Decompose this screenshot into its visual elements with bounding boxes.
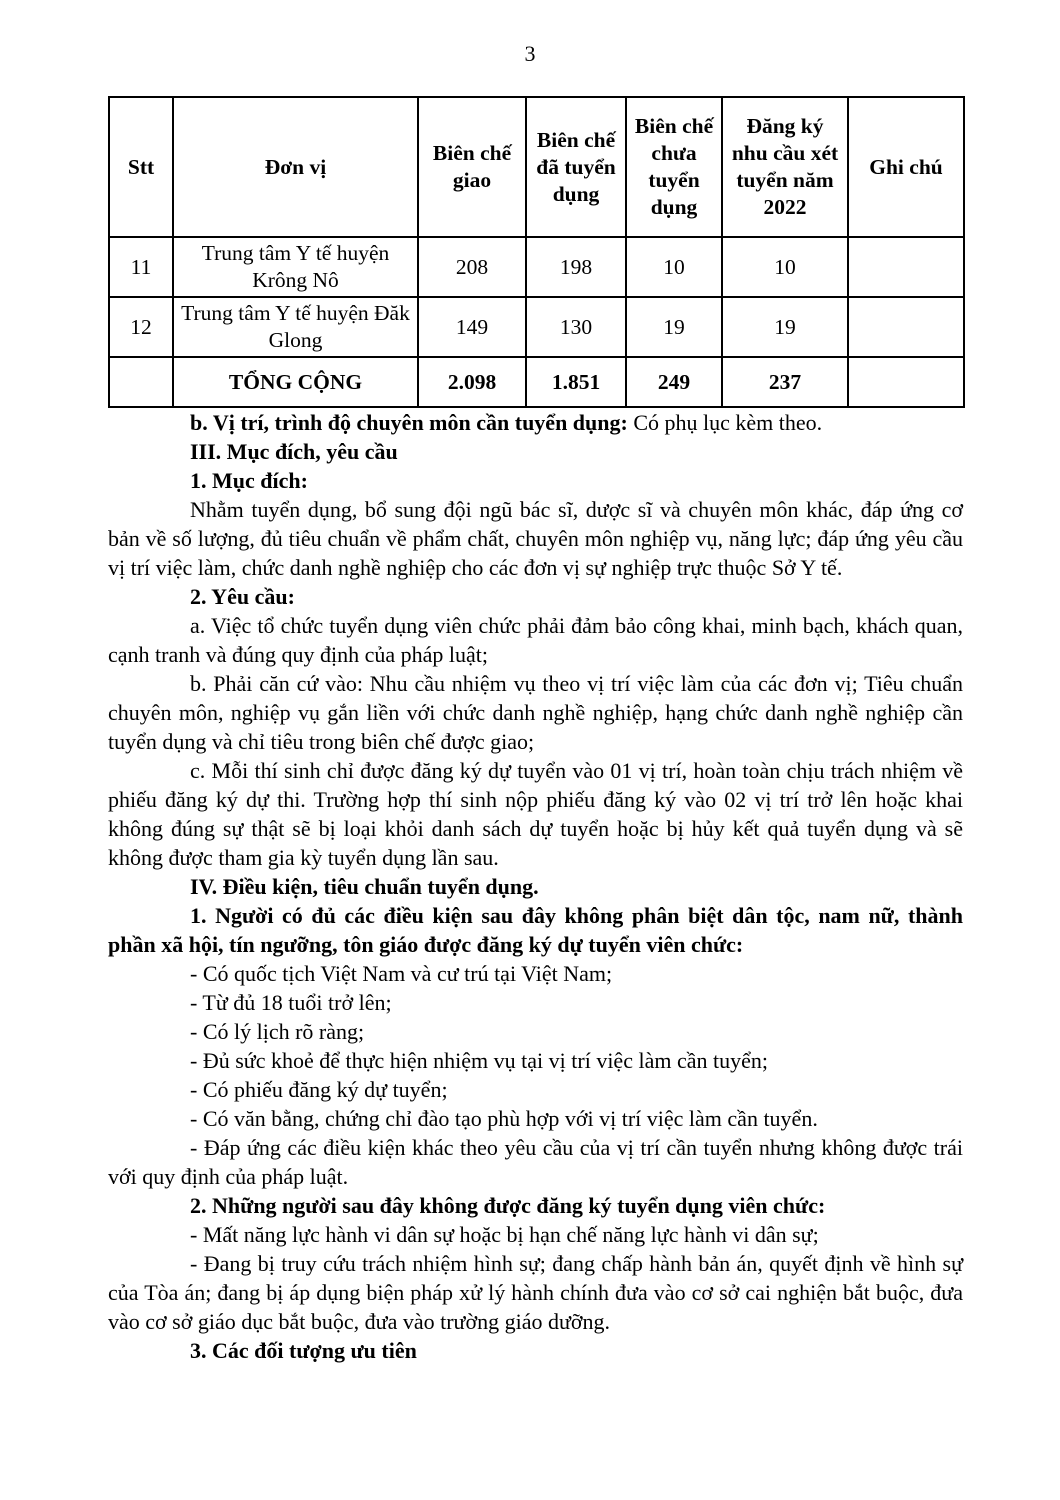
cell-total-dang-ky: 237 — [722, 357, 848, 407]
cell-stt: 12 — [109, 297, 173, 357]
list-item-ly-lich: - Có lý lịch rõ ràng; — [190, 1019, 365, 1044]
cell-stt: 11 — [109, 237, 173, 297]
table-total-row — [109, 357, 964, 407]
paragraph-yeu-cau-a: a. Việc tổ chức tuyển dụng viên chức phải đảm bảo công khai, minh bạch, khách quan, cạnh tranh và đúng quy định của pháp luật; — [108, 613, 963, 667]
cell-don-vi: Trung tâm Y tế huyện Krông Nô — [173, 237, 418, 297]
table-header-row — [109, 97, 964, 237]
col-header-bien-che-da-tuyen-dung: Biên chế đã tuyển dụng — [526, 97, 626, 237]
cell-total-ghi-chu — [848, 357, 964, 407]
list-item-phieu-dang-ky: - Có phiếu đăng ký dự tuyển; — [190, 1077, 448, 1102]
list-item-truy-cuu: - Đang bị truy cứu trách nhiệm hình sự; đang chấp hành bản án, quyết định về hình sự của Tòa án; đang bị áp dụng biện pháp xử lý hành chính đưa vào cơ sở cai nghiện bắt buộc, đưa vào cơ sở giáo dục bắt buộc, đưa vào trường giáo dưỡng. — [108, 1251, 963, 1334]
col-header-dang-ky-nhu-cau: Đăng ký nhu cầu xét tuyển năm 2022 — [722, 97, 848, 237]
cell-stt — [109, 357, 173, 407]
cell-dang-ky: 10 — [722, 237, 848, 297]
paragraph-vi-tri-trinh-do — [108, 408, 963, 437]
quota-table — [108, 96, 965, 408]
cell-ghi-chu — [848, 237, 964, 297]
heading-nguoi-khong-duoc-dang-ky: 2. Những người sau đây không được đăng ký tuyển dụng viên chức: — [190, 1193, 826, 1218]
list-item-suc-khoe: - Đủ sức khoẻ để thực hiện nhiệm vụ tại vị trí việc làm cần tuyển; — [190, 1048, 768, 1073]
heading-doi-tuong-uu-tien: 3. Các đối tượng ưu tiên — [190, 1338, 417, 1363]
cell-don-vi: Trung tâm Y tế huyện Đăk Glong — [173, 297, 418, 357]
table-row — [109, 237, 964, 297]
paragraph-yeu-cau-c: c. Mỗi thí sinh chỉ được đăng ký dự tuyển vào 01 vị trí, hoàn toàn chịu trách nhiệm về phiếu đăng ký dự thi. Trường hợp thí sinh nộp phiếu đăng ký vào 02 vị trí trở lên hoặc khai không đúng sự thật sẽ bị loại khỏi danh sách dự tuyển hoặc bị hủy kết quả tuyển dụng và sẽ không được tham gia kỳ tuyển dụng lần sau. — [108, 758, 963, 870]
heading-nguoi-du-dieu-kien: 1. Người có đủ các điều kiện sau đây không phân biệt dân tộc, nam nữ, thành phần xã hội, tín ngưỡng, tôn giáo được đăng ký dự tuyển viên chức: — [108, 903, 963, 957]
col-header-bien-che-chua-tuyen-dung: Biên chế chưa tuyển dụng — [626, 97, 722, 237]
list-item-mat-nang-luc: - Mất năng lực hành vi dân sự hoặc bị hạn chế năng lực hành vi dân sự; — [190, 1222, 819, 1247]
heading-dieu-kien-tieu-chuan: IV. Điều kiện, tiêu chuẩn tuyển dụng. — [190, 874, 539, 899]
cell-dang-ky: 19 — [722, 297, 848, 357]
cell-total-giao: 2.098 — [418, 357, 526, 407]
paragraph-lead-rest: Có phụ lục kèm theo. — [627, 410, 823, 435]
heading-muc-dich: 1. Mục đích: — [190, 468, 308, 493]
cell-total-chua-tuyen: 249 — [626, 357, 722, 407]
page-number: 3 — [524, 41, 536, 66]
cell-giao: 149 — [418, 297, 526, 357]
list-item-dieu-kien-khac: - Đáp ứng các điều kiện khác theo yêu cầu của vị trí cần tuyển nhưng không được trái với quy định của pháp luật. — [108, 1135, 963, 1189]
table-row — [109, 297, 964, 357]
cell-da-tuyen: 198 — [526, 237, 626, 297]
list-item-van-bang: - Có văn bằng, chứng chỉ đào tạo phù hợp với vị trí việc làm cần tuyển. — [190, 1106, 818, 1131]
cell-giao: 208 — [418, 237, 526, 297]
cell-chua-tuyen: 10 — [626, 237, 722, 297]
col-header-bien-che-giao: Biên chế giao — [418, 97, 526, 237]
cell-da-tuyen: 130 — [526, 297, 626, 357]
document-body — [108, 408, 963, 1365]
col-header-stt: Stt — [109, 97, 173, 237]
paragraph-lead-bold: b. Vị trí, trình độ chuyên môn cần tuyển dụng: — [190, 410, 628, 435]
list-item-tuoi: - Từ đủ 18 tuổi trở lên; — [190, 990, 392, 1015]
paragraph-nham-tuyen-dung: Nhằm tuyển dụng, bổ sung đội ngũ bác sĩ, dược sĩ và chuyên môn khác, đáp ứng cơ bản về số lượng, đủ tiêu chuẩn về phẩm chất, chuyên môn nghiệp vụ, năng lực; đáp ứng yêu cầu vị trí việc làm, chức danh nghề nghiệp cho các đơn vị sự nghiệp trực thuộc Sở Y tế. — [108, 497, 963, 580]
cell-total-label: TỔNG CỘNG — [173, 357, 418, 407]
heading-yeu-cau: 2. Yêu cầu: — [190, 584, 295, 609]
paragraph-yeu-cau-b: b. Phải căn cứ vào: Nhu cầu nhiệm vụ theo vị trí việc làm của các đơn vị; Tiêu chuẩn chuyên môn, nghiệp vụ gắn liền với chức danh nghề nghiệp, hạng chức danh nghề nghiệp cần tuyển dụng và chỉ tiêu trong biên chế được giao; — [108, 671, 963, 754]
heading-muc-dich-yeu-cau: III. Mục đích, yêu cầu — [190, 439, 398, 464]
cell-ghi-chu — [848, 297, 964, 357]
cell-chua-tuyen: 19 — [626, 297, 722, 357]
col-header-ghi-chu: Ghi chú — [848, 97, 964, 237]
list-item-quoc-tich: - Có quốc tịch Việt Nam và cư trú tại Việt Nam; — [190, 961, 613, 986]
cell-total-da-tuyen: 1.851 — [526, 357, 626, 407]
col-header-don-vi: Đơn vị — [173, 97, 418, 237]
